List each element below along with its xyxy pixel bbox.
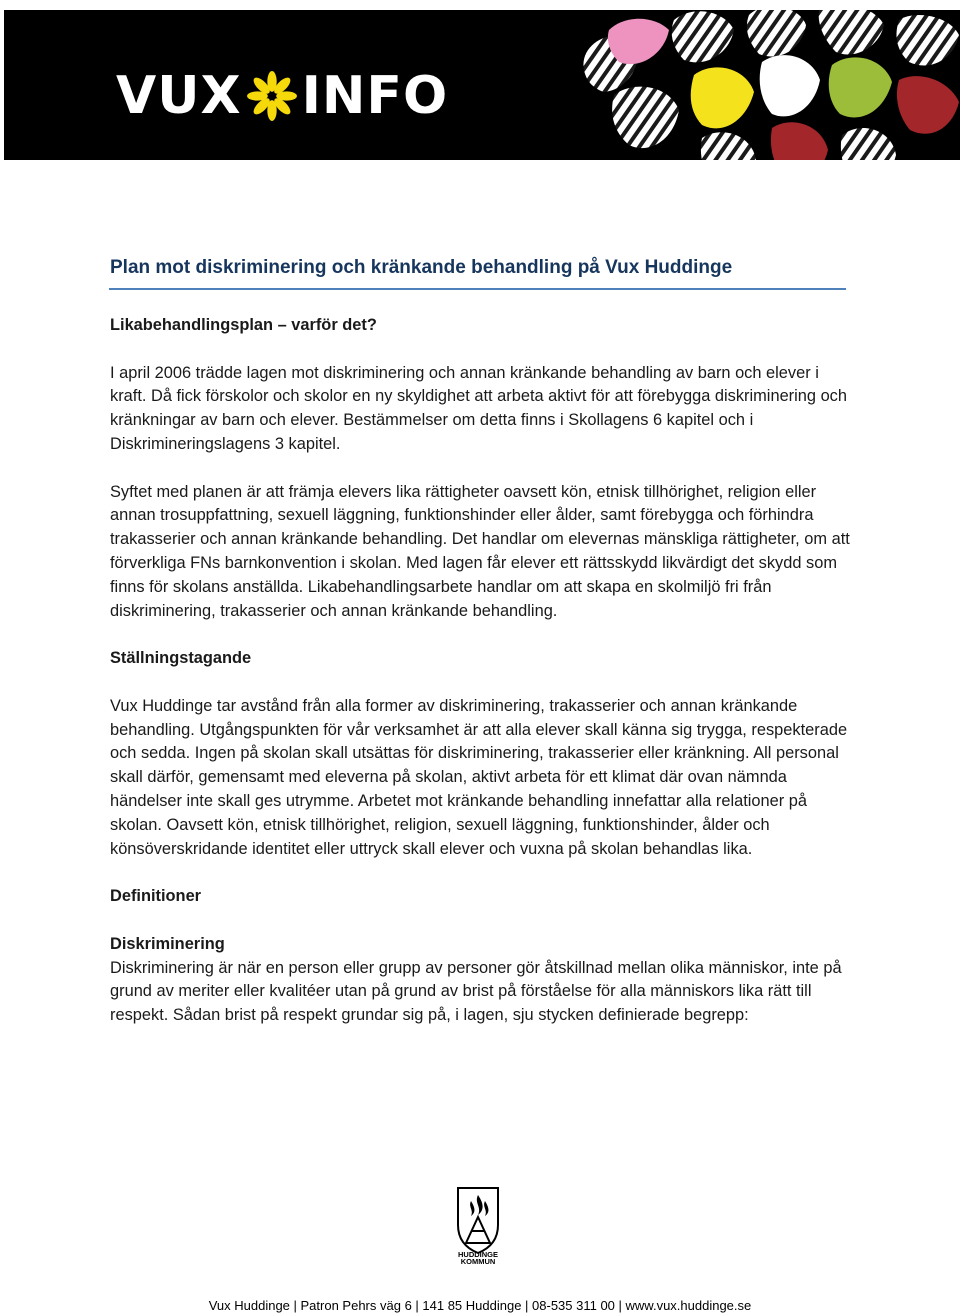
star-icon [246, 70, 298, 122]
header-banner [4, 10, 960, 160]
logo-text-right: INFO [301, 66, 449, 126]
footer-address: Vux Huddinge | Patron Pehrs väg 6 | 141 85 Huddinge | 08-535 311 00 | www.vux.huddinge.se [208, 1298, 752, 1313]
title-underline [109, 288, 846, 290]
subheading-diskriminering: Diskriminering [110, 934, 225, 953]
vux-info-logo [116, 66, 448, 126]
paragraph-discrimination-definition: Diskriminering är när en person eller grupp av personer gör åtskillnad mellan olika människor, inte på grund av meriter eller kvalitéer utan på grund av brist på förståelse för alla människors lika rätt till respekt. Sådan brist på respekt grundar sig på, i lagen, sju stycken definierade begrepp: [110, 958, 842, 1025]
paragraph-purpose: Syftet med planen är att främja elevers lika rättigheter oavsett kön, etnisk tillhörighet, religion eller annan trosuppfattning, sexuell läggning, funktionshinder eller ålder, samt förebygga och förhindra trakasserier och annan kränkande behandling. Det handlar om elevernas mänskliga rättigheter, om att förverkliga FNs barnkonvention i skolan. Med lagen får elever ett rättsskydd likvärdigt det skydd som finns för skolans anställda. Likabehandlingsarbete handlar om att skapa en skolmiljö fri från diskriminering, trakasserier och annan kränkande behandling. [110, 482, 850, 620]
section-heading-definitioner: Definitioner [110, 887, 202, 906]
paragraph-position: Vux Huddinge tar avstånd från alla former av diskriminering, trakasserier och annan kränkande behandling. Utgångspunkten för vår verksamhet är att alla elever skall känna sig trygga, respekterade och sedda. Ingen på skolan skall utsättas för diskriminering, trakasserier eller kränkning. All personal skall därför, gemensamt med eleverna på skolan, aktivt arbeta för ett klimat där ovan nämnda händelser inte skall ges utrymme. Arbetet mot kränkande behandling innefattar alla relationer på skolan. Oavsett kön, etnisk tillhörighet, religion, sexuell läggning, funktionshinder, ålder och könsöverskridande identitet eller uttryck skall elever och vuxna på skolan behandlas lika. [110, 696, 848, 858]
document-body [110, 314, 850, 1052]
paragraph-background: I april 2006 trädde lagen mot diskriminering och annan kränkande behandling av barn och elever i kraft. Då fick förskolor och skolor en ny skyldighet att arbeta aktivt för att förebygga diskriminering och kränkningar av barn och elever. Bestämmelser om detta finns i Skollagens 6 kapitel och i Diskrimineringslagens 3 kapitel. [110, 363, 847, 453]
section-heading-stallningstagande: Ställningstagande [110, 649, 252, 668]
flower-petals-decoration [574, 10, 960, 160]
page-title: Plan mot diskriminering och kränkande behandling på Vux Huddinge [110, 257, 733, 278]
logo-text-left: VUX [116, 66, 242, 126]
emblem-line2: KOMMUN [460, 1257, 496, 1265]
huddinge-kommun-coat-of-arms-icon [452, 1185, 504, 1265]
section-heading-likabehandlingsplan: Likabehandlingsplan – varför det? [110, 316, 377, 334]
emblem-line1: HUDDINGE [457, 1250, 499, 1259]
